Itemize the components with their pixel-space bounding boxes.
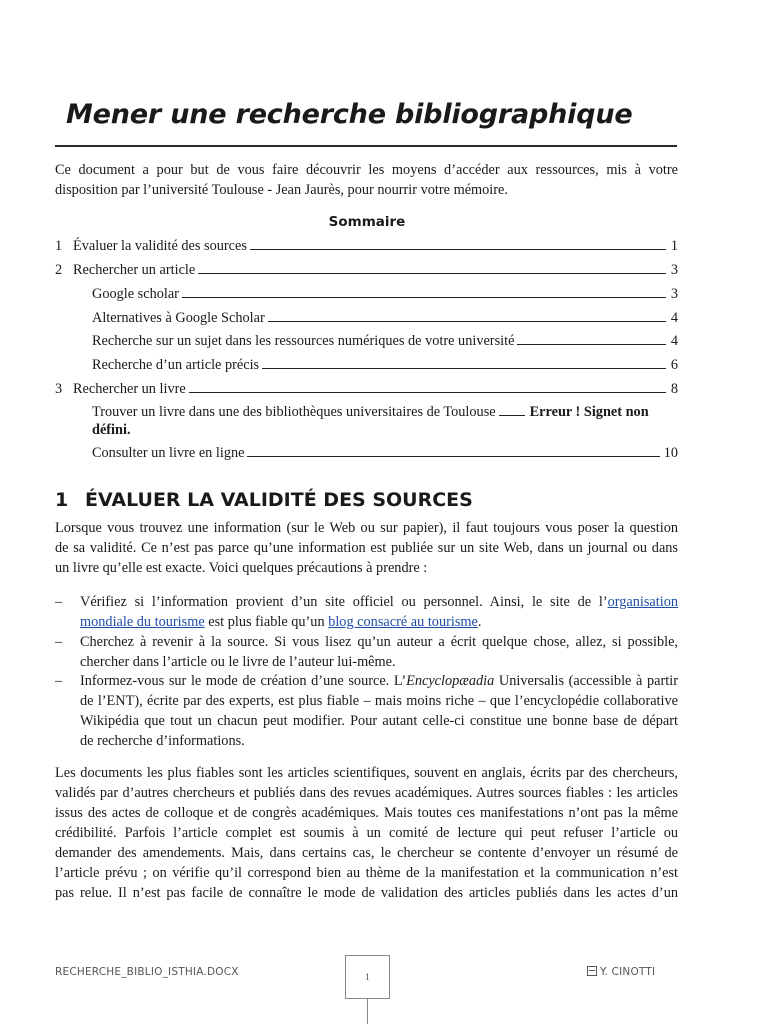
bullet-item: [55, 632, 678, 672]
toc-entry-page: 4: [670, 310, 678, 326]
paragraph-line: issus des actes de colloque et de congrès académiques. Mais toutes ces manifestations n’ont pas la même: [55, 805, 678, 821]
intro-line: Ce document a pour but de vous faire découvrir les moyens d’accéder aux ressources, mis à votre: [55, 162, 678, 178]
bullet-dash: –: [55, 673, 63, 689]
link-organisation-mondiale-tourisme[interactable]: mondiale du tourisme: [80, 614, 205, 630]
page-number-connector: [367, 998, 368, 1024]
paragraph-line: pas relue. Il n’est pas facile de connaître le mode de validation des articles publiés dans les actes d’un: [55, 885, 678, 901]
bullet-item: [55, 671, 678, 751]
paragraph-line: Les documents les plus fiables sont les articles scientifiques, souvent en anglais, écrits par des chercheurs,: [55, 765, 678, 781]
bullet-text: Universalis (accessible à partir: [494, 673, 678, 689]
section-paragraph: [55, 518, 678, 578]
toc-entry-label: Trouver un livre dans une des bibliothèques universitaires de Toulouse: [92, 404, 496, 420]
toc-leader: [247, 443, 659, 457]
toc-entry-label: Alternatives à Google Scholar: [92, 310, 265, 326]
author-icon: [587, 966, 597, 976]
link-blog-tourisme[interactable]: blog consacré au tourisme: [328, 614, 478, 630]
toc-entry[interactable]: [55, 260, 678, 280]
bullet-text: Vérifiez si l’information provient d’un site officiel ou personnel. Ainsi, le site de l’: [80, 594, 608, 610]
toc-entry[interactable]: [55, 236, 678, 256]
section-heading: [55, 489, 473, 511]
paragraph-line: Lorsque vous trouvez une information (sur le Web ou sur papier), il faut toujours vous poser la question: [55, 520, 678, 536]
toc-entry[interactable]: [92, 355, 678, 375]
link-organisation-mondiale-tourisme[interactable]: organisation: [607, 594, 678, 610]
toc-entry-label: Évaluer la validité des sources: [73, 238, 247, 254]
bullet-line: de recherche d’informations.: [80, 733, 245, 749]
toc-entry-label: Google scholar: [92, 286, 179, 302]
toc-entry-number: 3: [55, 381, 63, 397]
toc-leader: [268, 308, 666, 322]
paragraph-line: un livre qu’elle est exacte. Voici quelques précautions à prendre :: [55, 560, 428, 576]
toc-entry-label: Rechercher un livre: [73, 381, 186, 397]
toc-entry[interactable]: [92, 308, 678, 328]
title-block: [55, 99, 677, 147]
intro-line: disposition par l’université Toulouse - Jean Jaurès, pour nourrir votre mémoire.: [55, 182, 508, 198]
bullet-line: de l’ENT), écrite par des experts, est plus fiable – mais moins riche – que l’encyclopédie collaborative: [80, 693, 678, 709]
toc-entry[interactable]: [92, 402, 678, 422]
bullet-line: Wikipédia que tout un chacun peut modifier. Pour autant celle-ci constitue une bonne base de départ: [80, 713, 678, 729]
toc-leader: [189, 379, 666, 393]
toc-entry-page: 1: [670, 238, 678, 254]
page-number: 1: [365, 972, 370, 982]
toc-entry[interactable]: [92, 331, 678, 351]
toc-entry-number: 1: [55, 238, 63, 254]
intro-paragraph: [55, 160, 678, 200]
page-number-box: [345, 955, 390, 999]
paragraph-line: de sa validité. Ce n’est pas parce qu’une information est publiée sur un site Web, dans un journal ou dans: [55, 540, 678, 556]
toc-entry-page: 8: [670, 381, 678, 397]
author-name: Y. CINOTTI: [600, 966, 656, 978]
bullet-line: [80, 592, 678, 612]
toc-entry-label: Recherche sur un sujet dans les ressources numériques de votre université: [92, 333, 515, 349]
toc-entry-label: Rechercher un article: [73, 262, 196, 278]
bullet-text: Informez-vous sur le mode de création d’une source. L’: [80, 673, 407, 689]
section-paragraph: [55, 763, 678, 903]
toc-entry-page: 3: [670, 262, 678, 278]
paragraph-line: demander des amendements. Mais, dans certains cas, le chercheur se contente d’envoyer un résumé de: [55, 845, 678, 861]
toc-entry-page: 6: [670, 357, 678, 373]
bullet-dash: –: [55, 634, 63, 650]
paragraph-line: validés par d’autres chercheurs et publiés dans des revues académiques. Autres sources fiables : les articles: [55, 785, 678, 801]
toc-entry-page: 10: [663, 445, 678, 461]
bullet-text: est plus fiable qu’un: [204, 614, 329, 630]
bullet-text: .: [477, 614, 482, 630]
document-title: Mener une recherche bibliographique: [66, 99, 633, 130]
bullet-item: [55, 592, 678, 632]
paragraph-line: l’article prévu ; on vérifie qu’il correspond bien au thème de la manifestation et la communication n’est: [55, 865, 678, 881]
bullet-line: [80, 671, 678, 691]
section-number: 1: [55, 489, 69, 511]
toc-entry-continuation: [92, 420, 678, 440]
toc-entry[interactable]: [55, 379, 678, 399]
toc-leader: [182, 284, 666, 298]
paragraph-line: crédibilité. Parfois l’article complet est soumis à un comité de lecture qui peut refuser l’article ou: [55, 825, 678, 841]
bullet-dash: –: [55, 594, 63, 610]
toc-bookmark-error: Erreur ! Signet non: [529, 404, 649, 420]
toc-entry[interactable]: [92, 443, 678, 463]
bullet-line: Cherchez à revenir à la source. Si vous lisez qu’un auteur a écrit quelque chose, allez, si possible,: [80, 634, 678, 650]
bullet-line: chercher dans l’article ou le livre de l’auteur lui-même.: [80, 654, 396, 670]
toc-leader: [499, 402, 525, 416]
bullet-line: [80, 612, 678, 632]
toc-entry-page: 3: [670, 286, 678, 302]
toc-heading: Sommaire: [328, 214, 406, 230]
bullet-italic-text: Encyclopæadia: [406, 673, 495, 689]
toc-leader: [262, 355, 666, 369]
toc-leader: [250, 236, 666, 250]
toc-entry-number: 2: [55, 262, 63, 278]
toc-entry-page: 4: [670, 333, 678, 349]
toc-leader: [198, 260, 666, 274]
footer-author: [587, 966, 655, 978]
toc-leader: [517, 331, 666, 345]
toc-entry[interactable]: [92, 284, 678, 304]
toc-bookmark-error: défini.: [92, 422, 131, 438]
toc-entry-label: Recherche d’un article précis: [92, 357, 260, 373]
section-title: ÉVALUER LA VALIDITÉ DES SOURCES: [85, 489, 473, 511]
footer-filename: RECHERCHE_BIBLIO_ISTHIA.DOCX: [55, 966, 239, 978]
toc-entry-label: Consulter un livre en ligne: [92, 445, 245, 461]
